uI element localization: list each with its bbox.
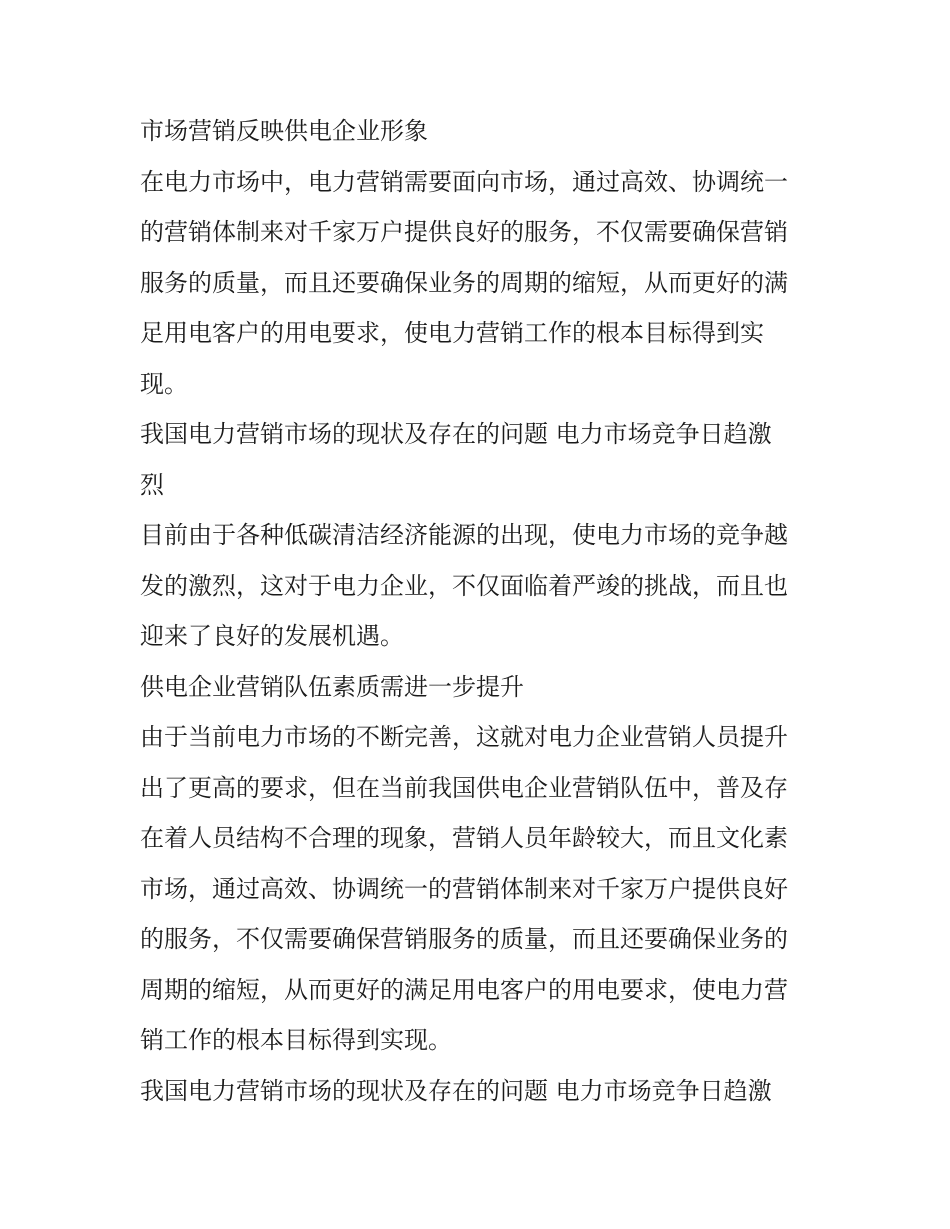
paragraph (140, 157, 820, 410)
section-heading (140, 106, 820, 157)
text-line: 市场营销反映供电企业形象 (140, 117, 428, 145)
text-line: 烈 (140, 470, 164, 499)
text-line: 服务的质量，而且还要确保业务的周期的缩短，从而更好的满 (140, 268, 788, 297)
section-heading (140, 1066, 820, 1117)
text-line: 现。 (140, 369, 188, 398)
text-line: 出了更高的要求，但在当前我国供电企业营销队伍中，普及存 (140, 773, 788, 802)
text-line: 销工作的根本目标得到实现。 (140, 1026, 452, 1054)
text-line: 迎来了良好的发展机遇。 (140, 622, 404, 650)
text-line: 周期的缩短，从而更好的满足用电客户的用电要求，使电力营 (140, 975, 788, 1004)
text-line: 足用电客户的用电要求，使电力营销工作的根本目标得到实 (140, 319, 764, 347)
section-heading (140, 662, 820, 713)
text-line: 供电企业营销队伍素质需进一步提升 (140, 672, 524, 701)
text-line: 市场，通过高效、协调统一的营销体制来对千家万户提供良好 (140, 874, 788, 903)
text-line: 目前由于各种低碳清洁经济能源的出现，使电力市场的竞争越 (140, 521, 788, 549)
text-line: 的营销体制来对千家万户提供良好的服务，不仅需要确保营销 (140, 218, 788, 246)
text-line: 在电力市场中，电力营销需要面向市场，通过高效、协调统一 (140, 167, 788, 196)
document-body (140, 106, 820, 1116)
text-line: 的服务，不仅需要确保营销服务的质量，而且还要确保业务的 (140, 925, 788, 953)
text-line: 在着人员结构不合理的现象，营销人员年龄较大，而且文化素 (140, 824, 788, 852)
paragraph (140, 510, 820, 662)
text-line: 发的激烈，这对于电力企业，不仅面临着严竣的挑战，而且也 (140, 571, 788, 600)
paragraph (140, 712, 820, 1066)
text-line: 我国电力营销市场的现状及存在的问题 电力市场竞争日趋激 (140, 1076, 772, 1105)
text-line: 由于当前电力市场的不断完善，这就对电力企业营销人员提升 (140, 723, 788, 751)
text-line: 我国电力营销市场的现状及存在的问题 电力市场竞争日趋激 (140, 420, 772, 448)
section-heading (140, 409, 820, 510)
